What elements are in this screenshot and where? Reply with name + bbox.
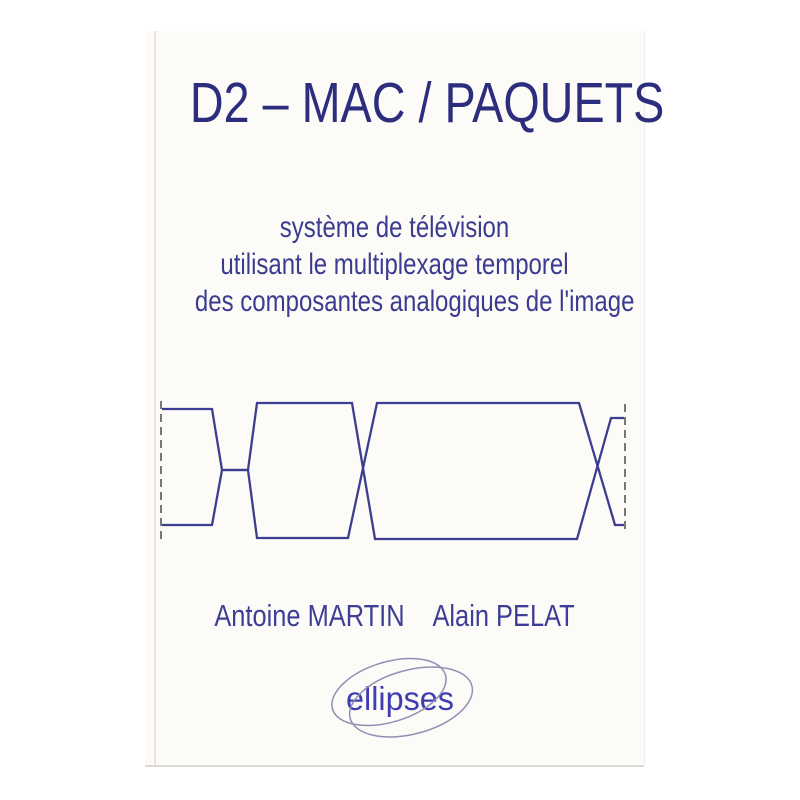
subtitle-line-1: système de télévision xyxy=(279,211,510,244)
mac-signal-waveform-diagram xyxy=(145,393,644,558)
book-subtitle xyxy=(194,209,635,320)
subtitle-line-3: des composantes analogiques de l'image xyxy=(194,285,635,318)
publisher-name: ellipses xyxy=(346,680,454,717)
waveform-lower-envelope xyxy=(162,403,624,538)
author-name-2: Alain PELAT xyxy=(432,598,575,633)
authors-row xyxy=(190,598,599,634)
book-title: D2 – MAC / PAQUETS xyxy=(189,71,665,135)
author-name-1: Antoine MARTIN xyxy=(214,598,405,633)
subtitle-line-2: utilisant le multiplexage temporel xyxy=(220,248,569,281)
book-cover xyxy=(145,31,665,765)
ellipses-publisher-logo xyxy=(320,646,480,746)
